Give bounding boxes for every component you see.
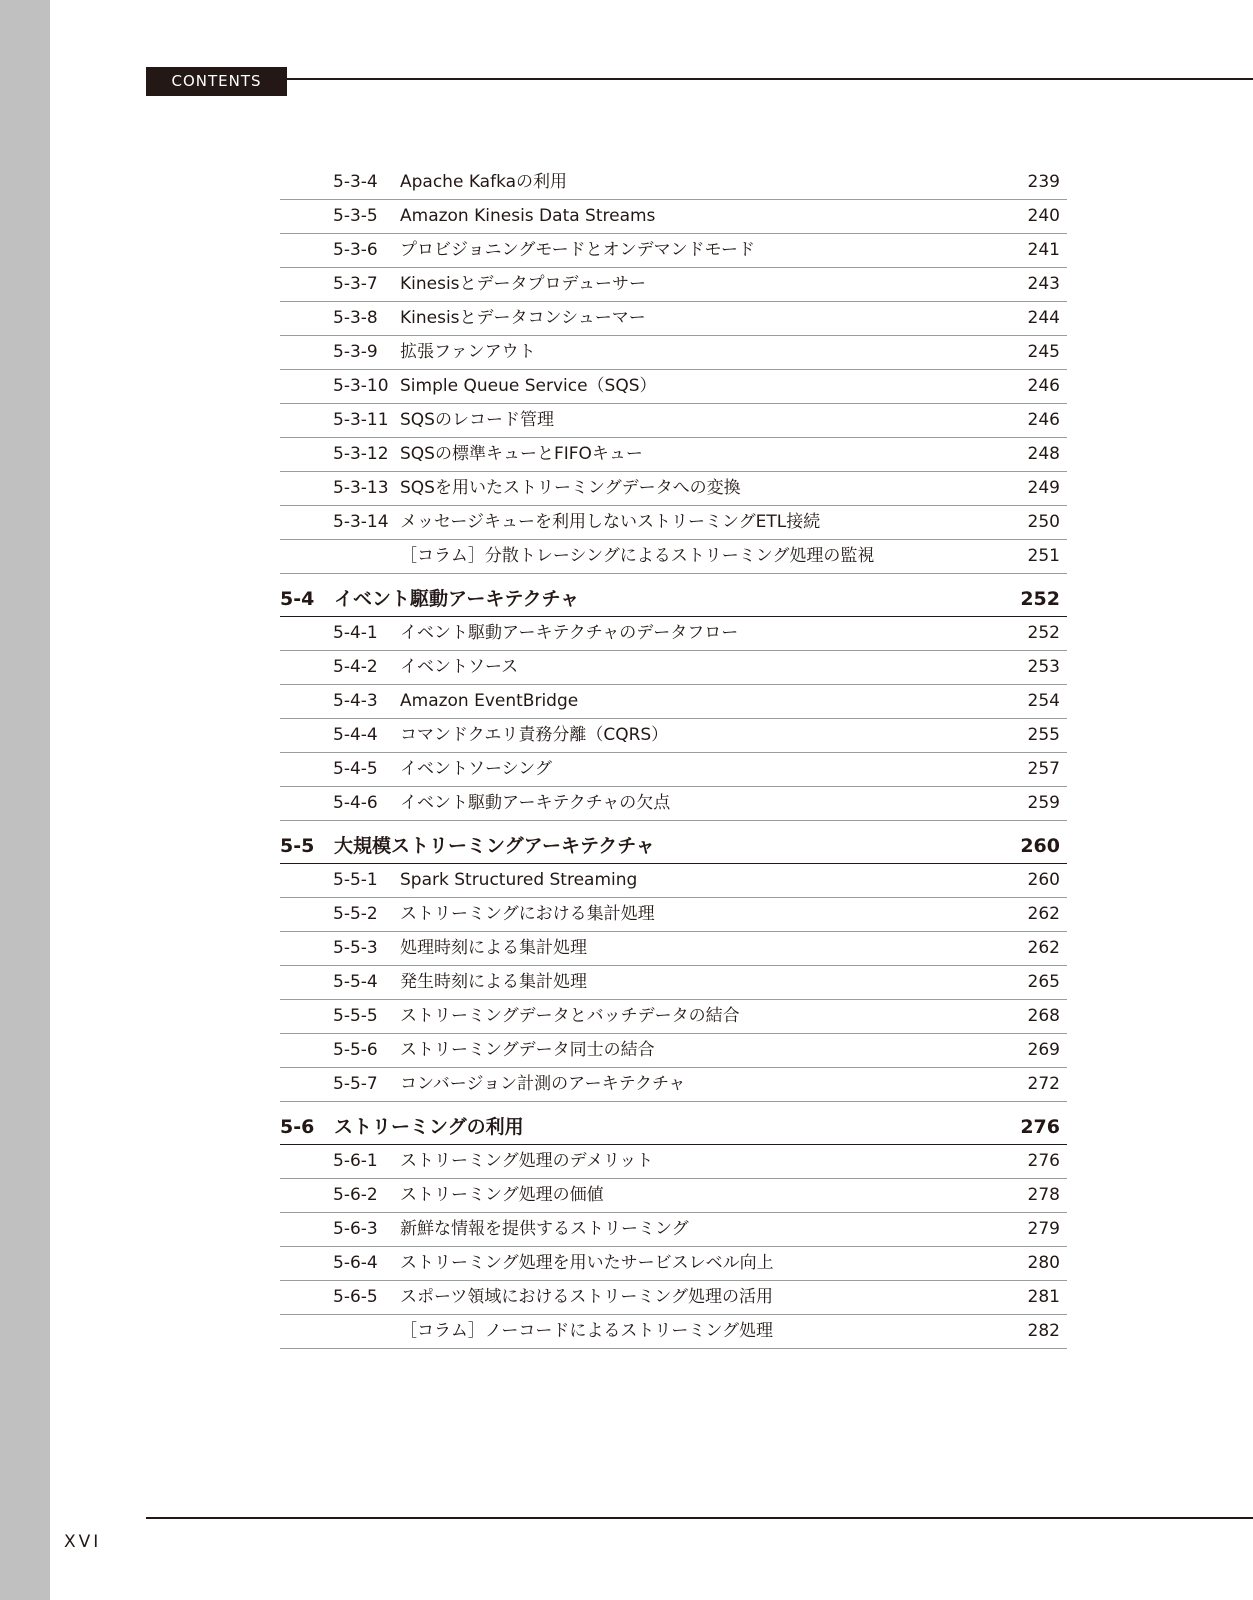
toc-section-row[interactable]: [280, 574, 1067, 617]
toc-number: 5-5-7: [333, 1074, 378, 1094]
contents-label: CONTENTS: [146, 67, 287, 96]
toc-title: Spark Structured Streaming: [400, 870, 638, 890]
toc-entry-row[interactable]: [280, 651, 1067, 685]
toc-page-number: 243: [1027, 274, 1060, 294]
toc-number: 5-6-4: [333, 1253, 378, 1273]
toc-title: コマンドクエリ責務分離（CQRS）: [400, 725, 669, 745]
toc-title: イベント駆動アーキテクチャのデータフロー: [400, 623, 739, 643]
toc-title: イベントソース: [400, 657, 519, 677]
toc-entry-row[interactable]: [280, 438, 1067, 472]
toc-entry-row[interactable]: [280, 787, 1067, 821]
toc-page-number: 257: [1027, 759, 1060, 779]
toc-number: 5-5: [280, 835, 315, 857]
toc-page-number: 253: [1027, 657, 1060, 677]
toc-number: 5-6-5: [333, 1287, 378, 1307]
toc-page-number: 250: [1027, 512, 1060, 532]
toc-title: ストリーミングの利用: [334, 1116, 524, 1138]
toc-entry-row[interactable]: [280, 506, 1067, 540]
toc-page-number: 262: [1027, 938, 1060, 958]
toc-title: ［コラム］ノーコードによるストリーミング処理: [400, 1321, 773, 1341]
toc-title: ストリーミングにおける集計処理: [400, 904, 655, 924]
toc-number: 5-4-6: [333, 793, 378, 813]
toc-title: Kinesisとデータコンシューマー: [400, 308, 646, 328]
toc-entry-row[interactable]: [280, 864, 1067, 898]
toc-number: 5-3-5: [333, 206, 378, 226]
toc-number: 5-5-4: [333, 972, 378, 992]
table-of-contents: [280, 166, 1067, 1349]
toc-title: 処理時刻による集計処理: [400, 938, 587, 958]
toc-title: イベントソーシング: [400, 759, 552, 779]
toc-number: 5-4-2: [333, 657, 378, 677]
toc-title: ［コラム］分散トレーシングによるストリーミング処理の監視: [400, 546, 875, 566]
toc-page-number: 254: [1027, 691, 1060, 711]
toc-page-number: 260: [1027, 870, 1060, 890]
toc-number: 5-3-11: [333, 410, 389, 430]
toc-entry-row[interactable]: [280, 540, 1067, 574]
toc-page-number: 280: [1027, 1253, 1060, 1273]
toc-page-number: 282: [1027, 1321, 1060, 1341]
toc-number: 5-3-12: [333, 444, 389, 464]
toc-entry-row[interactable]: [280, 1315, 1067, 1349]
toc-number: 5-6-2: [333, 1185, 378, 1205]
toc-page-number: 259: [1027, 793, 1060, 813]
toc-entry-row[interactable]: [280, 370, 1067, 404]
page-edge-strip: [0, 0, 50, 1600]
toc-entry-row[interactable]: [280, 336, 1067, 370]
toc-title: 発生時刻による集計処理: [400, 972, 587, 992]
page-number: XVI: [64, 1532, 102, 1552]
toc-title: 大規模ストリーミングアーキテクチャ: [334, 835, 655, 857]
toc-title: イベント駆動アーキテクチャ: [334, 588, 580, 610]
toc-title: Amazon EventBridge: [400, 691, 579, 711]
toc-page-number: 279: [1027, 1219, 1060, 1239]
toc-number: 5-3-13: [333, 478, 389, 498]
toc-title: イベント駆動アーキテクチャの欠点: [400, 793, 671, 813]
toc-entry-row[interactable]: [280, 404, 1067, 438]
toc-number: 5-4-4: [333, 725, 378, 745]
toc-entry-row[interactable]: [280, 719, 1067, 753]
toc-page-number: 272: [1027, 1074, 1060, 1094]
toc-number: 5-3-9: [333, 342, 378, 362]
toc-page-number: 249: [1027, 478, 1060, 498]
toc-entry-row[interactable]: [280, 966, 1067, 1000]
toc-page-number: 276: [1027, 1151, 1060, 1171]
toc-number: 5-6-1: [333, 1151, 378, 1171]
toc-page-number: 239: [1027, 172, 1060, 192]
header-rule: [287, 78, 1253, 80]
toc-number: 5-3-8: [333, 308, 378, 328]
toc-number: 5-5-1: [333, 870, 378, 890]
toc-number: 5-4: [280, 588, 315, 610]
toc-number: 5-4-5: [333, 759, 378, 779]
toc-title: 拡張ファンアウト: [400, 342, 536, 362]
toc-title: Apache Kafkaの利用: [400, 172, 568, 192]
toc-entry-row[interactable]: [280, 268, 1067, 302]
toc-page-number: 252: [1027, 623, 1060, 643]
toc-page-number: 248: [1027, 444, 1060, 464]
toc-section-row[interactable]: [280, 821, 1067, 864]
toc-title: メッセージキューを利用しないストリーミングETL接続: [400, 512, 821, 532]
toc-title: SQSのレコード管理: [400, 410, 554, 430]
toc-entry-row[interactable]: [280, 898, 1067, 932]
toc-entry-row[interactable]: [280, 1179, 1067, 1213]
toc-page-number: 269: [1027, 1040, 1060, 1060]
toc-number: 5-6: [280, 1116, 315, 1138]
toc-page-number: 278: [1027, 1185, 1060, 1205]
toc-page-number: 276: [1020, 1116, 1060, 1138]
toc-entry-row[interactable]: [280, 234, 1067, 268]
toc-title: プロビジョニングモードとオンデマンドモード: [400, 240, 755, 260]
toc-number: 5-3-6: [333, 240, 378, 260]
contents-header: [146, 67, 1253, 96]
toc-title: Simple Queue Service（SQS）: [400, 376, 657, 396]
toc-number: 5-3-14: [333, 512, 389, 532]
toc-page-number: 262: [1027, 904, 1060, 924]
toc-entry-row[interactable]: [280, 1034, 1067, 1068]
toc-page-number: 244: [1027, 308, 1060, 328]
toc-entry-row[interactable]: [280, 617, 1067, 651]
toc-entry-row[interactable]: [280, 932, 1067, 966]
toc-entry-row[interactable]: [280, 1281, 1067, 1315]
toc-title: ストリーミングデータ同士の結合: [400, 1040, 655, 1060]
toc-number: 5-5-5: [333, 1006, 378, 1026]
toc-number: 5-3-7: [333, 274, 378, 294]
toc-number: 5-3-10: [333, 376, 389, 396]
toc-entry-row[interactable]: [280, 1068, 1067, 1102]
toc-page-number: 240: [1027, 206, 1060, 226]
toc-page-number: 246: [1027, 410, 1060, 430]
toc-page-number: 255: [1027, 725, 1060, 745]
toc-page-number: 246: [1027, 376, 1060, 396]
toc-entry-row[interactable]: [280, 166, 1067, 200]
toc-page-number: 241: [1027, 240, 1060, 260]
toc-section-row[interactable]: [280, 1102, 1067, 1145]
toc-number: 5-3-4: [333, 172, 378, 192]
toc-page-number: 252: [1020, 588, 1060, 610]
toc-entry-row[interactable]: [280, 1213, 1067, 1247]
toc-page-number: 268: [1027, 1006, 1060, 1026]
toc-page-number: 260: [1020, 835, 1060, 857]
footer-rule: [146, 1517, 1253, 1519]
toc-title: ストリーミング処理の価値: [400, 1185, 604, 1205]
toc-title: 新鮮な情報を提供するストリーミング: [400, 1219, 689, 1239]
toc-number: 5-4-1: [333, 623, 378, 643]
toc-title: SQSの標準キューとFIFOキュー: [400, 444, 643, 464]
toc-title: コンバージョン計測のアーキテクチャ: [400, 1074, 686, 1094]
toc-number: 5-5-3: [333, 938, 378, 958]
toc-entry-row[interactable]: [280, 1247, 1067, 1281]
toc-number: 5-6-3: [333, 1219, 378, 1239]
toc-entry-row[interactable]: [280, 685, 1067, 719]
toc-title: スポーツ領域におけるストリーミング処理の活用: [400, 1287, 773, 1307]
toc-entry-row[interactable]: [280, 1145, 1067, 1179]
toc-entry-row[interactable]: [280, 1000, 1067, 1034]
toc-title: Amazon Kinesis Data Streams: [400, 206, 656, 226]
toc-title: SQSを用いたストリーミングデータへの変換: [400, 478, 741, 498]
toc-entry-row[interactable]: [280, 753, 1067, 787]
toc-title: ストリーミング処理のデメリット: [400, 1151, 654, 1171]
toc-number: 5-5-6: [333, 1040, 378, 1060]
toc-number: 5-4-3: [333, 691, 378, 711]
toc-number: 5-5-2: [333, 904, 378, 924]
toc-entry-row[interactable]: [280, 302, 1067, 336]
toc-entry-row[interactable]: [280, 472, 1067, 506]
toc-page-number: 265: [1027, 972, 1060, 992]
toc-page-number: 245: [1027, 342, 1060, 362]
toc-page-number: 281: [1027, 1287, 1060, 1307]
toc-page-number: 251: [1027, 546, 1060, 566]
toc-entry-row[interactable]: [280, 200, 1067, 234]
toc-title: ストリーミングデータとバッチデータの結合: [400, 1006, 740, 1026]
toc-title: ストリーミング処理を用いたサービスレベル向上: [400, 1253, 774, 1273]
toc-title: Kinesisとデータプロデューサー: [400, 274, 647, 294]
